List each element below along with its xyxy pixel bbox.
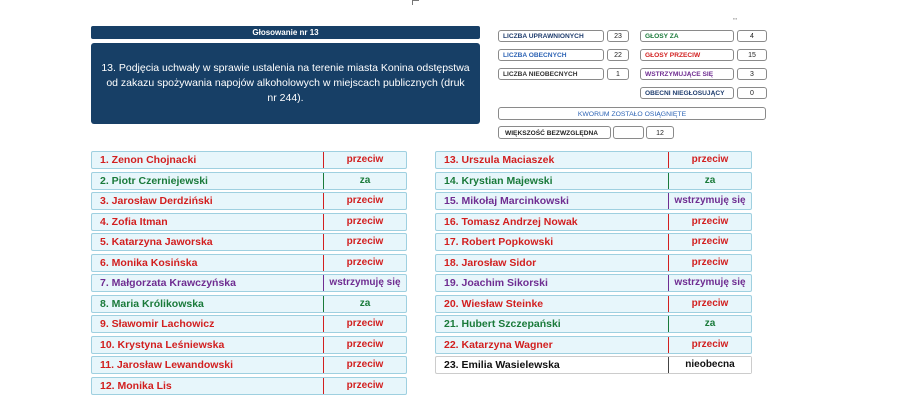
- councilor-row: [435, 336, 752, 354]
- councilor-vote: nieobecna: [668, 357, 751, 373]
- councilor-list-right: [435, 151, 752, 377]
- value-uprawnionych: 23: [607, 30, 629, 42]
- councilor-row: [91, 254, 407, 272]
- councilor-row: [435, 274, 752, 292]
- councilor-vote: wstrzymuję się: [668, 275, 751, 291]
- councilor-row: [435, 151, 752, 169]
- councilor-row: [435, 254, 752, 272]
- councilor-name: 2. Piotr Czerniejewski: [100, 174, 208, 187]
- majority-empty-box: [613, 126, 644, 139]
- councilor-name: 6. Monika Kosińska: [100, 256, 198, 269]
- councilor-vote: za: [668, 316, 751, 332]
- label-uprawnionych: LICZBA UPRAWNIONYCH: [498, 30, 604, 42]
- councilor-row: [91, 233, 407, 251]
- councilor-row: [91, 213, 407, 231]
- councilor-name: 22. Katarzyna Wagner: [444, 338, 553, 351]
- councilor-name: 13. Urszula Maciaszek: [444, 154, 555, 166]
- councilor-row: [91, 192, 407, 210]
- councilor-name: 23. Emilia Wasielewska: [444, 359, 560, 371]
- councilor-vote: przeciw: [323, 193, 406, 209]
- councilor-vote: wstrzymuję się: [323, 275, 406, 291]
- resolution-text: 13. Podjęcia uchwały w sprawie ustalenia na terenie miasta Konina odstępstwa od zakazu spożywania napojów alkoholowych w miejscach publicznych (druk nr 244).: [91, 43, 480, 124]
- vote-title: Głosowanie nr 13: [91, 26, 480, 39]
- councilor-row: [91, 336, 407, 354]
- councilor-vote: przeciw: [668, 337, 751, 353]
- councilor-vote: przeciw: [323, 357, 406, 373]
- councilor-name: 1. Zenon Chojnacki: [100, 154, 197, 166]
- councilor-row: [91, 172, 407, 190]
- majority-value: 12: [646, 126, 674, 139]
- label-glosy-za: GŁOSY ZA: [640, 30, 734, 42]
- councilor-vote: za: [668, 173, 751, 189]
- councilor-vote: przeciw: [668, 255, 751, 271]
- councilor-row: [91, 295, 407, 313]
- councilor-name: 19. Joachim Sikorski: [444, 277, 548, 289]
- value-nieobecnych: 1: [607, 68, 629, 80]
- label-wstrzymujace: WSTRZYMUJĄCE SIĘ: [640, 68, 734, 80]
- councilor-vote: przeciw: [323, 214, 406, 230]
- councilor-name: 11. Jarosław Lewandowski: [100, 359, 234, 371]
- value-glosy-przeciw: 15: [737, 49, 767, 61]
- councilor-row: [91, 315, 407, 333]
- councilor-row: [435, 172, 752, 190]
- councilor-name: 9. Sławomir Lachowicz: [100, 318, 215, 330]
- councilor-name: 14. Krystian Majewski: [444, 174, 553, 187]
- councilor-vote: przeciw: [668, 234, 751, 250]
- councilor-row: [435, 356, 752, 374]
- councilor-name: 18. Jarosław Sidor: [444, 256, 537, 269]
- councilor-list-left: [91, 151, 407, 397]
- value-glosy-za: 4: [737, 30, 767, 42]
- value-wstrzymujace: 3: [737, 68, 767, 80]
- councilor-vote: przeciw: [323, 316, 406, 332]
- majority-label: WIĘKSZOŚĆ BEZWZGLĘDNA: [498, 126, 611, 139]
- councilor-name: 12. Monika Lis: [100, 379, 172, 392]
- value-nieglosujacy: 0: [737, 87, 767, 99]
- councilor-name: 10. Krystyna Leśniewska: [100, 338, 225, 351]
- councilor-vote: przeciw: [668, 296, 751, 312]
- councilor-name: 21. Hubert Szczepański: [444, 318, 561, 330]
- councilor-name: 8. Maria Królikowska: [100, 297, 204, 310]
- councilor-vote: za: [323, 296, 406, 312]
- label-obecnych: LICZBA OBECNYCH: [498, 49, 604, 61]
- value-obecnych: 22: [607, 49, 629, 61]
- small-logo: ▪▪▪: [733, 16, 738, 21]
- councilor-row: [435, 233, 752, 251]
- councilor-vote: przeciw: [323, 255, 406, 271]
- councilor-name: 3. Jarosław Derdziński: [100, 195, 213, 207]
- councilor-row: [435, 192, 752, 210]
- councilor-row: [435, 315, 752, 333]
- councilor-name: 20. Wiesław Steinke: [444, 297, 544, 310]
- councilor-name: 17. Robert Popkowski: [444, 236, 554, 248]
- councilor-vote: przeciw: [668, 214, 751, 230]
- councilor-name: 5. Katarzyna Jaworska: [100, 236, 213, 248]
- label-glosy-przeciw: GŁOSY PRZECIW: [640, 49, 734, 61]
- councilor-name: 7. Małgorzata Krawczyńska: [100, 277, 236, 289]
- councilor-row: [91, 356, 407, 374]
- councilor-row: [91, 377, 407, 395]
- councilor-row: [91, 151, 407, 169]
- councilor-row: [91, 274, 407, 292]
- councilor-name: 16. Tomasz Andrzej Nowak: [444, 215, 578, 228]
- councilor-row: [435, 295, 752, 313]
- councilor-vote: przeciw: [668, 152, 751, 168]
- councilor-vote: przeciw: [323, 234, 406, 250]
- quorum-status: KWORUM ZOSTAŁO OSIĄGNIĘTE: [498, 107, 766, 120]
- councilor-name: 15. Mikołaj Marcinkowski: [444, 195, 569, 207]
- label-nieglosujacy: OBECNI NIEGŁOSUJĄCY: [640, 87, 734, 99]
- councilor-vote: przeciw: [323, 152, 406, 168]
- councilor-row: [435, 213, 752, 231]
- councilor-vote: za: [323, 173, 406, 189]
- councilor-vote: przeciw: [323, 337, 406, 353]
- councilor-name: 4. Zofia Itman: [100, 215, 168, 228]
- councilor-vote: wstrzymuję się: [668, 193, 751, 209]
- top-mark: [412, 0, 419, 5]
- label-nieobecnych: LICZBA NIEOBECNYCH: [498, 68, 604, 80]
- councilor-vote: przeciw: [323, 378, 406, 394]
